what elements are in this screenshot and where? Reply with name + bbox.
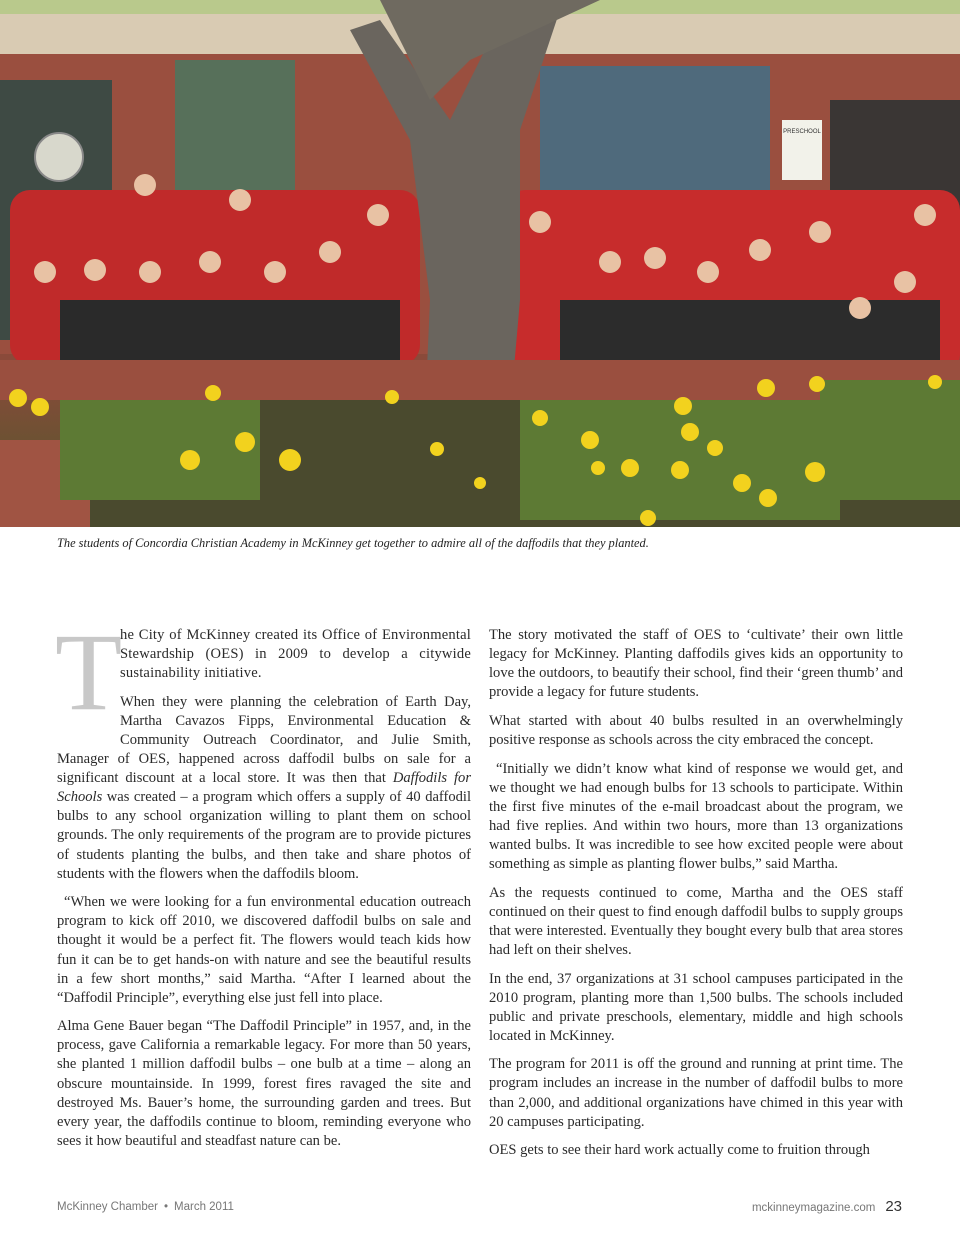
program-name: Daffodils for Schools [57, 770, 471, 806]
article-paragraph: Alma Gene Bauer began “The Daffodil Principle” in 1957, and, in the process, gave California a remarkable legacy. For more than 50 years, she planted 1 million daffodil bulbs – one bulb at a time – along an obscure mountainside. In 1999, forest fires ravaged the site and destroyed Ms. Bauer’s home, the surrounding garden and trees. But every year, the daffodils continue to bloom, reminding everyone who sees it how beautiful and steadfast nature can be. [57, 1018, 471, 1149]
students-left-group [10, 190, 420, 365]
article-paragraph: The story motivated the staff of OES to ‘cultivate’ their own little legacy for McKinney. Planting daffodils gives kids an opportunity to love the outdoors, to beautify their school, find their ‘green thumb’ and provide a legacy for future students. [489, 627, 903, 701]
article-column-right [489, 626, 903, 1170]
article-paragraph: “Initially we didn’t know what kind of response we would get, and we thought we had enough bulbs for 13 schools to participate. Within the first five minutes of the e-mail broadcast about the program, we had five replies. And within two hours, more than 13 organizations wanted bulbs. It was incredible to see how excited people were about something as simple as planting flower bulbs,” said Martha. [489, 760, 903, 873]
preschool-sign: PRESCHOOL [783, 129, 821, 135]
photo-caption: The students of Concordia Christian Academy in McKinney get together to admire all of the daffodils that they planted. [57, 536, 649, 550]
article-paragraph: What started with about 40 bulbs resulted in an overwhelmingly positive response as schools across the city embraced the concept. [489, 712, 903, 748]
issue-date: March 2011 [174, 1201, 234, 1213]
website-link[interactable]: mckinneymagazine.com [751, 1202, 876, 1214]
school-logo [35, 133, 83, 181]
students-right-group [505, 190, 960, 375]
article-paragraph: In the end, 37 organizations at 31 school campuses participated in the 2010 program, planting more than 1,500 bulbs. The schools included public and private preschools, elementary, middle and high schools located in McKinney. [489, 970, 903, 1044]
article-paragraph [57, 693, 471, 884]
students-daffodils-illustration [0, 0, 960, 527]
publication-name: McKinney Chamber [57, 1201, 158, 1213]
article-lead-paragraph [55, 611, 471, 733]
footer-publication [57, 1201, 234, 1213]
cover-photo [0, 0, 960, 527]
article-paragraph: OES gets to see their hard work actually come to fruition through [489, 1142, 870, 1159]
footer-site [752, 1198, 902, 1215]
article-column-left [55, 611, 471, 1160]
drop-cap: T [55, 611, 123, 733]
paragraph-text: When they were planning the celebration of Earth Day, Martha Cavazos Fipps, Environmental Education & Community Outreach Coordinator, and Julie Smith, Manager of OES, happened across daffodil bulbs on sale for a significant discount at a local store. It was then that [57, 693, 471, 787]
article-paragraph: “When we were looking for a fun environmental education outreach program to kick off 2010, we discovered daffodil bulbs on sale and thought it would be a perfect fit. The flowers would teach kids how fun it can be to get hands-on with nature and see the beautiful results in a few short months,” said Martha. “After I learned about the “Daffodil Principle”, everything else just fell into place. [57, 894, 471, 1006]
lead-text: he City of McKinney created its Office of Environmental Stewardship (OES) in 2009 to develop a citywide sustainability initiative. [120, 627, 471, 682]
article-paragraph: As the requests continued to come, Martha and the OES staff continued on their quest to find enough daffodil bulbs to supply groups that were interested. Eventually they bought every bulb that area stores had left on their shelves. [489, 884, 903, 958]
paragraph-text: was created – a program which offers a supply of 40 daffodil bulbs to any school organization willing to plant them on school grounds. The only requirements of the program are to provide pictures of students planting the bulbs, and then take and share photos of students with the flowers when the daffodils bloom. [57, 789, 471, 882]
article-paragraph: The program for 2011 is off the ground and running at print time. The program includes an increase in the number of daffodil bulbs to more than 2,000, and additional organizations have chimed in this year with 20 campuses participating. [489, 1056, 903, 1130]
separator-dot: • [163, 1201, 169, 1213]
page-number: 23 [885, 1198, 902, 1215]
